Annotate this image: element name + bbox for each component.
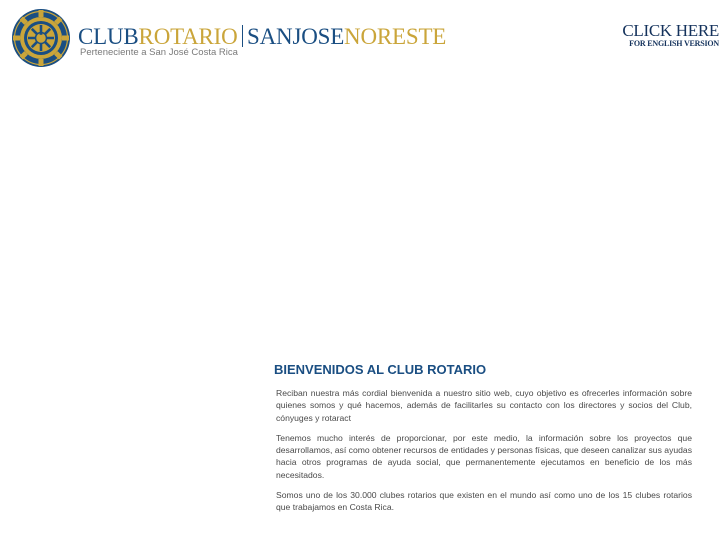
english-link-title: CLICK HERE (622, 21, 719, 40)
welcome-section (274, 362, 692, 522)
brand-noreste: NORESTE (344, 24, 447, 49)
welcome-paragraph: Somos uno de los 30.000 clubes rotarios que existen en el mundo así como uno de los 15 clubes rotarios que trabajamos en Costa Rica. (276, 490, 692, 513)
english-link-subtitle: FOR ENGLISH VERSION (629, 39, 719, 48)
welcome-title: BIENVENIDOS AL CLUB ROTARIO (274, 362, 487, 377)
brand-sanjose: SANJOSE (247, 24, 345, 49)
welcome-paragraph: Tenemos mucho interés de proporcionar, por este medio, la información sobre los proyectos que desarrollamos, así como obtener recursos de entidades y personas físicas, que deseen canalizar sus ayudas hacia otros programas de ayuda social, que permanentemente ejecutamos en beneficio de los más necesitados. (276, 432, 692, 480)
brand-rotario: ROTARIO (138, 24, 238, 49)
brand-divider (242, 25, 244, 47)
brand-club: CLUB (78, 24, 139, 49)
rotary-wheel-icon[interactable] (11, 8, 71, 68)
tagline: Perteneciente a San José Costa Rica (80, 47, 238, 58)
english-version-link[interactable] (622, 23, 719, 48)
welcome-paragraph: Reciban nuestra más cordial bienvenida a nuestro sitio web, cuyo objetivo es ofrecerles información sobre quienes somos y qué hacemos, además de facilitarles su contacto con los directores y socios del Club, cónyuges y rotaract (276, 388, 692, 423)
